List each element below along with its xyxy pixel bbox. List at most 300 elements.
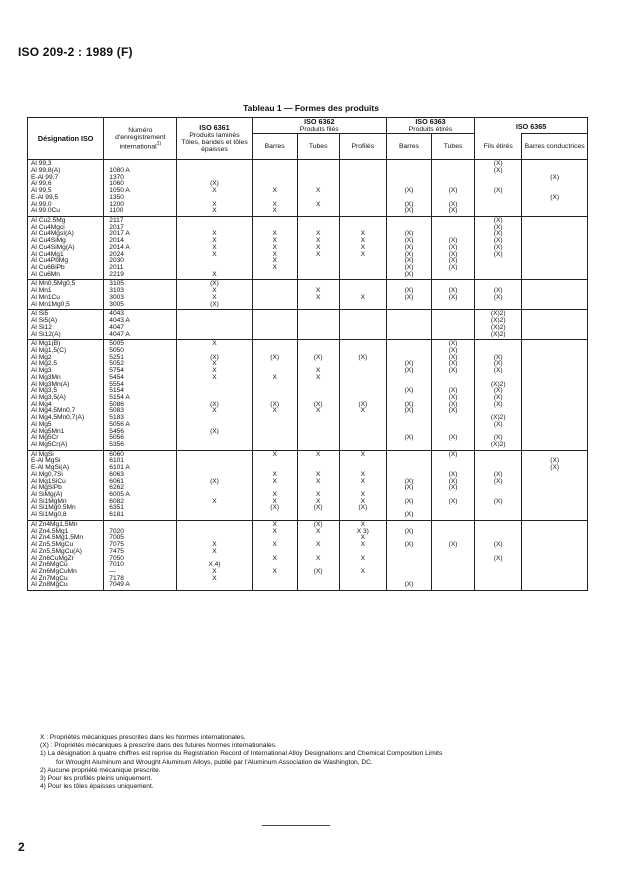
mark [522,582,587,589]
mark [298,382,339,389]
col-header-6365-barres-cond: Barres conductrices [522,134,588,160]
table-row-group [28,450,588,520]
mark [475,195,521,202]
mark [387,375,431,382]
mark: (X) [358,400,368,408]
mark: (X) [404,187,414,195]
mark: X [315,373,321,381]
designation-line: Al Mg1,5(C) [31,346,67,354]
mark [475,272,521,279]
mark: (X) [448,293,458,301]
mark [340,302,386,309]
mark: X [272,250,277,258]
mark [253,332,297,339]
mark: (X) [404,237,414,245]
mark: (X) [210,477,219,485]
number-line: 6082 [109,497,124,505]
mark [432,505,474,512]
mark [475,512,521,519]
mark: X [315,367,321,375]
number-line: 4043 A [109,317,130,325]
mark [253,325,297,332]
number-line: — [109,567,116,575]
cell-6362-profiles [339,310,386,340]
designation-line: Al Cu2.5Mg [31,217,66,224]
col-header-6362-profiles: Profilés [339,134,386,160]
number-line: 2017 A [109,230,130,238]
mark [475,505,521,512]
mark: X [272,497,277,505]
mark [298,435,339,442]
mark [253,415,297,422]
designation-line: Al Cu6BiPb [31,264,65,272]
cell-6363-barres [386,340,431,451]
mark: X [360,541,365,549]
mark [522,472,587,479]
cell-6362-barres [252,450,297,520]
mark: X [212,287,217,295]
mark: (X) [448,187,458,195]
cell-numero [104,280,177,310]
designation-line: Al Mg3Mn [31,373,61,381]
mark [432,529,474,536]
designation-line: Al Si1MgMn [31,497,67,505]
mark [177,311,251,318]
cell-6363-barres [386,217,431,280]
mark: X [315,554,321,562]
number-line: 1080 A [109,166,130,174]
mark [253,175,297,182]
number-line: 1200 [109,200,124,208]
designation-line: Al Zn4,5Mg1 [31,527,69,535]
designation-line: Al Mn1Mg0,5 [31,300,70,308]
designation-line: Al Zn5,5MgCu(A) [31,547,82,555]
mark [340,442,386,449]
mark [475,208,521,215]
col-header-6363-tubes: Tubes [432,134,475,160]
designation-line: Al Cu4SiMg [31,237,66,245]
mark [387,161,431,168]
mark [253,576,297,583]
designation-line: Al Cu6Mn [31,270,60,278]
mark: X [272,373,277,381]
designation-line: Al Zn6CuMgZr [31,554,74,562]
mark: (X) [493,541,503,549]
number-line: 5005 [109,340,124,348]
designation-line: Al Mg0,7Si [31,470,63,478]
table-row-group [28,217,588,280]
mark: (X) [448,367,458,375]
mark: (X) [313,567,323,575]
mark [432,576,474,583]
mark: X [272,554,277,562]
number-line: 7010 [109,561,124,569]
cell-numero [104,340,177,451]
cell-6362-tubes [297,217,339,280]
mark [522,492,587,499]
designation-line: Al 99,0 [31,200,52,208]
mark [522,318,587,325]
mark [298,512,339,519]
mark [253,512,297,519]
mark [432,582,474,589]
mark: (X) [493,230,503,238]
mark [253,435,297,442]
table-row-group [28,310,588,340]
mark [340,341,386,348]
cell-designation [28,450,104,520]
mark: (X) [493,250,503,258]
mark [475,569,521,576]
mark: (X) [448,340,458,348]
mark [253,382,297,389]
mark: X [315,243,321,251]
note-x: X : Propriétés mécaniques prescrites dans les Normes internationales. [40,734,246,741]
mark [340,388,386,395]
mark [253,168,297,175]
mark: (X) [448,237,458,245]
mark [340,361,386,368]
mark: X [272,527,277,535]
col-header-iso6361: ISO 6361 Produits laminés Tôles, bandes et tôles épaisses [177,118,252,160]
mark [340,429,386,436]
number-line: 1370 [109,173,124,181]
mark: (X) [448,264,458,272]
cell-6365-fils [475,280,522,310]
mark [432,458,474,465]
mark [432,442,474,449]
number-line: 7475 [109,547,124,555]
mark [475,529,521,536]
number-line: 3103 [109,287,124,295]
mark: (X) [448,400,458,408]
mark [522,311,587,318]
cell-6363-barres [386,160,431,217]
mark [522,361,587,368]
mark [298,302,339,309]
mark [340,318,386,325]
number-line: 2011 [109,264,124,272]
mark: (X) [210,300,219,308]
mark [298,415,339,422]
mark [253,361,297,368]
cell-iso6361 [177,217,252,280]
designation-line: Al MgSi [31,450,54,458]
number-line: 6060 [109,450,124,458]
mark [298,265,339,272]
number-line: 5086 [109,400,124,408]
mark [340,368,386,375]
mark [475,175,521,182]
number-line: 6351 [109,504,124,512]
number-line: 4047 A [109,330,130,338]
mark [387,549,431,556]
cell-6362-barres [252,340,297,451]
cell-6362-profiles [339,160,386,217]
mark: X [212,187,217,195]
mark [522,238,587,245]
mark [298,458,339,465]
mark: X [212,497,217,505]
number-line: 5083 [109,407,124,415]
mark: (X) [270,504,280,512]
cell-numero [104,520,177,590]
mark [340,325,386,332]
mark: (X)2) [490,317,506,325]
mark: X [212,237,217,245]
mark [253,281,297,288]
number-line: 3005 [109,300,124,308]
designation-line: Al Cu4PbMg [31,257,69,265]
mark [432,562,474,569]
mark [432,375,474,382]
mark [340,161,386,168]
mark [387,348,431,355]
mark [522,161,587,168]
mark: (X) [313,353,323,361]
products-table [27,117,588,591]
mark [253,295,297,302]
mark [475,576,521,583]
designation-line: Al Zn4.5Mg1.5Mn [31,534,84,542]
number-line: 5052 [109,360,124,368]
mark [340,208,386,215]
mark: (X) [448,250,458,258]
mark [522,522,587,529]
mark: (X) [493,420,503,428]
mark: X [212,567,217,575]
mark [253,272,297,279]
designation-line: Al Zn6MgCuMn [31,567,77,575]
mark: (X) [358,353,368,361]
number-line: 1060 [109,180,124,188]
cell-6363-barres [386,280,431,310]
cell-6362-tubes [297,280,339,310]
mark [432,175,474,182]
cell-numero [104,450,177,520]
mark [432,422,474,429]
mark: (X) [493,393,503,401]
designation-line: Al Si1Mg0.5Mn [31,504,76,512]
mark: (X) [404,200,414,208]
mark: X 3) [356,527,369,535]
mark: (X) [493,387,503,395]
designation-line: Al Zn4Mg1,5Mn [31,520,78,528]
mark: (X) [404,287,414,295]
mark: (X) [404,293,414,301]
table-notes [40,734,580,791]
number-line: 5456 [109,427,124,435]
cell-6365-fils [475,450,522,520]
designation-line: Al Mg2 [31,353,52,361]
number-line: 5251 [109,353,124,361]
mark [522,218,587,225]
cell-6363-barres [386,310,431,340]
designation-line: Al Mg3,5(A) [31,393,66,401]
mark: X [272,470,277,478]
number-line: 3003 [109,293,124,301]
mark [387,556,431,563]
mark: (X) [448,393,458,401]
mark [522,422,587,429]
mark [387,311,431,318]
number-line: 2117 [109,217,124,224]
mark: (X) [404,541,414,549]
mark [522,252,587,259]
mark: X [315,407,321,415]
mark [387,562,431,569]
mark [387,341,431,348]
mark: X [315,527,321,535]
mark [432,556,474,563]
mark: (X) [493,367,503,375]
mark [253,341,297,348]
number-line: 5356 [109,441,124,448]
mark [298,429,339,436]
mark: X [272,207,277,215]
mark [387,332,431,339]
note-3: 3) Pour les profilés pleins uniquement. [40,775,153,783]
cell-6362-profiles [339,450,386,520]
mark: (X) [448,497,458,505]
mark [522,231,587,238]
mark [475,582,521,589]
mark [253,582,297,589]
col-header-6362-tubes: Tubes [297,134,339,160]
mark: (X) [404,407,414,415]
number-line: 6262 [109,484,124,492]
mark: X [212,293,217,301]
mark [522,429,587,436]
mark: (X) [404,400,414,408]
mark: (X) [448,434,458,442]
mark: X [272,264,277,272]
mark: (X) [448,541,458,549]
mark [432,302,474,309]
mark: X [315,287,321,295]
designation-line: Al Cu4Mg1 [31,250,64,258]
mark: X [212,270,217,278]
mark [522,375,587,382]
cell-6363-tubes [432,520,475,590]
cell-iso6361 [177,280,252,310]
number-line: 7178 [109,574,124,582]
mark [522,535,587,542]
mark: (X) [404,207,414,215]
mark: (X) [493,293,503,301]
table-row-group [28,340,588,451]
number-line: 6061 [109,477,124,485]
mark: X [212,367,217,375]
mark [298,576,339,583]
mark [432,569,474,576]
designation-line: Al Mg3 [31,367,52,375]
designation-line: E-Al 99,7 [31,173,59,181]
mark: (X) [404,250,414,258]
mark: (X) [448,470,458,478]
mark: (X) [448,243,458,251]
cell-6362-profiles [339,217,386,280]
mark [432,168,474,175]
number-line: 7005 [109,534,124,542]
mark [522,415,587,422]
designation-line: Al Mg4,5Mn0,7 [31,407,76,415]
mark: X [360,243,365,251]
mark [177,388,251,395]
designation-line: Al Cu4Mgci [31,223,65,231]
mark: (X) [448,407,458,415]
designation-line: Al Si12(A) [31,330,61,338]
mark [522,542,587,549]
designation-line: Al Zn8MgCu [31,581,68,589]
mark [340,458,386,465]
mark: (X) [448,484,458,492]
mark: X [360,230,365,238]
mark: X [360,293,365,301]
mark [340,382,386,389]
designation-line: E-Al MgSi [31,457,61,465]
mark [522,355,587,362]
mark [177,332,251,339]
designation-line: Al 99,8(A) [31,166,61,174]
mark: (X) [313,520,323,528]
mark [387,442,431,449]
col-header-designation: Désignation ISO [28,118,104,160]
mark: (X) [493,434,503,442]
mark [522,485,587,492]
mark [253,388,297,395]
mark [432,332,474,339]
table-row-group [28,280,588,310]
cell-6365-fils [475,160,522,217]
mark [253,458,297,465]
mark [340,218,386,225]
mark [522,562,587,569]
mark: X [360,491,365,499]
mark [475,302,521,309]
number-line: 7075 [109,541,124,549]
mark [522,388,587,395]
mark: (X) [404,497,414,505]
mark: (X) [493,470,503,478]
designation-line: Al Si5(A) [31,317,58,325]
cell-6363-tubes [432,280,475,310]
mark: X [315,477,321,485]
designation-line: Al Cu4SiMg(A) [31,243,75,251]
mark [387,168,431,175]
cell-6363-barres [386,520,431,590]
mark: X [315,237,321,245]
mark [387,302,431,309]
cell-iso6361 [177,340,252,451]
mark: (X) [493,166,503,174]
mark [340,195,386,202]
mark [387,452,431,459]
mark: X [315,497,321,505]
designation-line: Al Mg1(B) [31,340,61,348]
cell-6365-barres-cond [522,520,588,590]
mark [522,265,587,272]
cell-6362-tubes [297,310,339,340]
mark: (X) [313,504,323,512]
mark [475,202,521,209]
mark: (X)2) [490,414,506,422]
mark [253,318,297,325]
cell-6365-barres-cond [522,450,588,520]
mark: (X) [448,200,458,208]
number-line: 6101 A [109,464,130,472]
number-line: 2014 [109,237,124,245]
